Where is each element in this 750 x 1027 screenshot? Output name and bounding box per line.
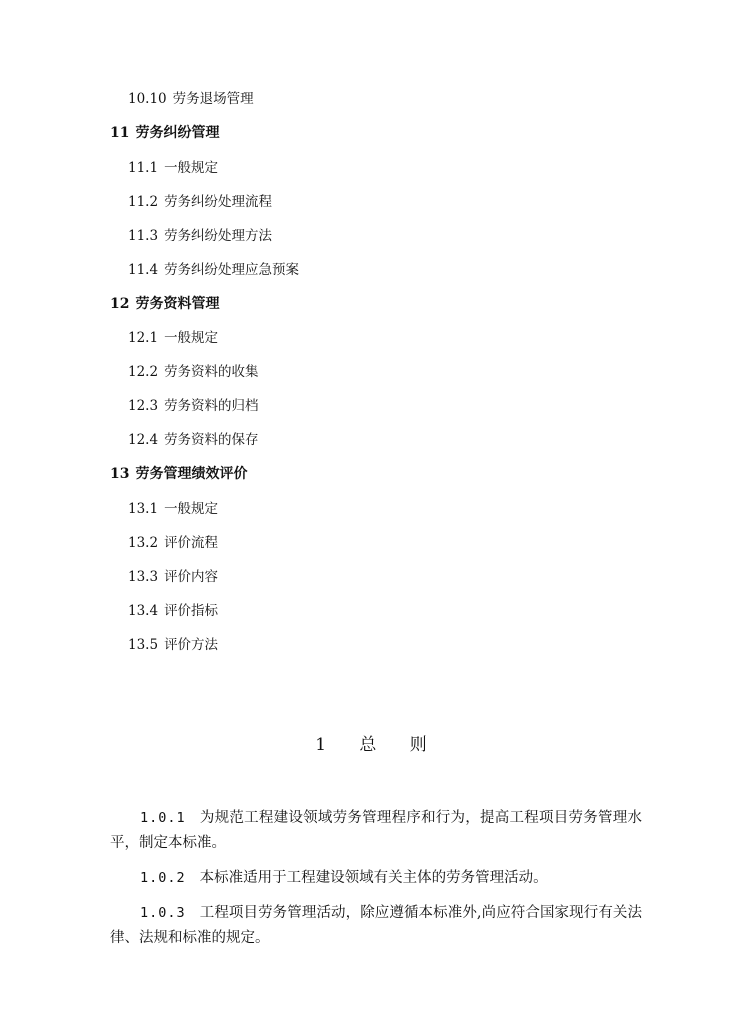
toc-item[interactable]: [128, 397, 259, 415]
toc-number: 12.1: [128, 330, 159, 346]
toc-number: 13.4: [128, 603, 159, 619]
clause-text: 为规范工程建设领域劳务管理程序和行为，提高工程项目劳务管理水平，制定本标准。: [110, 810, 642, 851]
clause-paragraph: [110, 866, 642, 891]
toc-item[interactable]: [128, 534, 218, 552]
toc-title: 劳务纠纷处理方法: [164, 228, 273, 244]
toc-item[interactable]: [128, 227, 272, 245]
toc-title: 评价流程: [164, 535, 219, 551]
clause-text: 工程项目劳务管理活动，除应遵循本标准外,尚应符合国家现行有关法律、法规和标准的规定。: [110, 905, 642, 946]
toc-title: 劳务资料的归档: [164, 398, 259, 414]
toc-number: 12.3: [128, 398, 159, 414]
toc-item[interactable]: [128, 431, 259, 449]
toc-number: 10.10: [128, 91, 167, 107]
toc-title: 劳务纠纷处理流程: [164, 194, 273, 210]
toc-item[interactable]: [128, 636, 218, 654]
toc-number: 13.2: [128, 535, 159, 551]
toc-title: 劳务资料管理: [135, 296, 220, 312]
toc-title: 评价指标: [164, 603, 219, 619]
clause-paragraph: [110, 806, 642, 856]
toc-number: 13.3: [128, 569, 159, 585]
toc-title: 劳务资料的收集: [164, 364, 259, 380]
toc-number: 12: [110, 296, 130, 312]
toc-title: 劳务纠纷管理: [135, 125, 220, 141]
toc-number: 12.4: [128, 432, 159, 448]
toc-number: 12.2: [128, 364, 159, 380]
clause-paragraph: [110, 901, 642, 951]
toc-number: 11.4: [128, 262, 159, 278]
toc-item[interactable]: [128, 193, 272, 211]
toc-item[interactable]: [128, 329, 218, 347]
toc-item[interactable]: [128, 159, 218, 177]
toc-number: 11.1: [128, 160, 159, 176]
toc-title: 劳务管理绩效评价: [135, 466, 248, 482]
toc-item[interactable]: [128, 602, 218, 620]
toc-number: 13.5: [128, 637, 159, 653]
toc-title: 一般规定: [164, 330, 219, 346]
toc-number: 11: [110, 125, 130, 141]
clause-text: 本标准适用于工程建设领域有关主体的劳务管理活动。: [199, 870, 548, 886]
toc-number: 11.2: [128, 194, 159, 210]
toc-title: 一般规定: [164, 160, 219, 176]
toc-item[interactable]: [128, 363, 259, 381]
toc-title: 评价方法: [164, 637, 219, 653]
toc-number: 13: [110, 466, 130, 482]
toc-chapter[interactable]: [110, 465, 247, 483]
toc-chapter[interactable]: [110, 295, 219, 313]
clause-number: 1.0.3: [140, 905, 186, 921]
toc-title: 劳务退场管理: [172, 91, 254, 107]
toc-chapter[interactable]: [110, 124, 219, 142]
toc-title: 评价内容: [164, 569, 219, 585]
toc-item[interactable]: [128, 90, 254, 108]
toc-number: 11.3: [128, 228, 159, 244]
toc-item[interactable]: [128, 500, 218, 518]
clause-number: 1.0.2: [140, 870, 186, 886]
toc-number: 13.1: [128, 501, 159, 517]
toc-item[interactable]: [128, 261, 299, 279]
toc-title: 一般规定: [164, 501, 219, 517]
toc-title: 劳务资料的保存: [164, 432, 259, 448]
toc-title: 劳务纠纷处理应急预案: [164, 262, 300, 278]
clause-number: 1.0.1: [140, 810, 186, 826]
toc-item[interactable]: [128, 568, 218, 586]
chapter-title: 1 总 则: [315, 735, 441, 755]
